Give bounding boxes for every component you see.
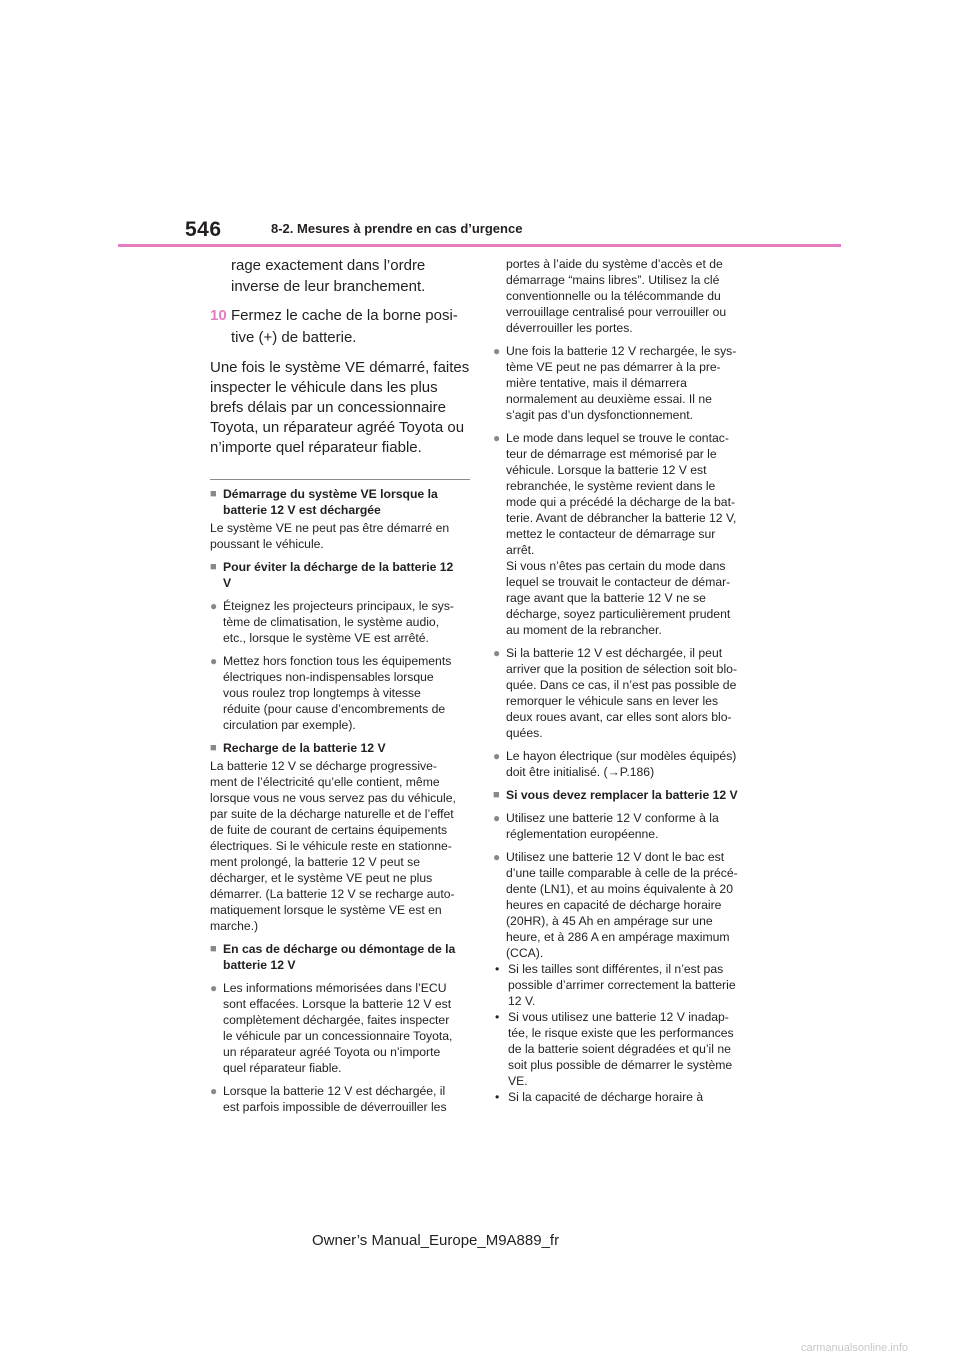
square-bullet-icon: ■ xyxy=(210,742,217,754)
bullet-line: circulation par exemple). xyxy=(223,718,356,732)
right-column xyxy=(493,256,753,1105)
bullet-line: Mettez hors fonction tous les équipements xyxy=(223,654,452,668)
step-10 xyxy=(210,306,470,348)
bullet-line: sont effacées. Lorsque la batterie 12 V est xyxy=(223,997,452,1011)
bullet-line: dente (LN1), et au moins équivalente à 20 xyxy=(506,882,733,896)
page-reference-line[interactable]: doit être initialisé. (→P.186) xyxy=(506,765,655,779)
page-number: 546 xyxy=(185,218,222,241)
bullet-line: tème de climatisation, le système audio, xyxy=(223,615,440,629)
round-bullet-icon: ● xyxy=(493,850,501,864)
bullet-line: lequel se trouvait le contacteur de démar- xyxy=(506,575,731,589)
bullet-line: deux roues avant, car elles sont alors blo- xyxy=(506,710,732,724)
bullet-line: rage avant que la batterie 12 V ne se xyxy=(506,591,706,605)
paragraph-line: de fuite de courant de certains équipements xyxy=(210,823,448,837)
section-divider xyxy=(210,479,470,480)
bullet-line: réduite (pour cause d’encombrements de xyxy=(223,702,446,716)
list-item xyxy=(493,645,753,741)
bullet-line: électriques non-indispensables lorsque xyxy=(223,670,434,684)
intro-line: inspecter le véhicule dans les plus xyxy=(210,379,438,396)
bullet-line: etc., lorsque le système VE est arrêté. xyxy=(223,631,429,645)
bullet-line: mière tentative, mais il démarrera xyxy=(506,376,687,390)
footer-manual-id: Owner’s Manual_Europe_M9A889_fr xyxy=(312,1232,560,1249)
bullet-line: verrouillage centralisé pour verrouiller ou xyxy=(506,305,727,319)
bullet-line: un réparateur agréé Toyota ou n’importe xyxy=(223,1045,441,1059)
sub-list-item xyxy=(493,961,753,1009)
intro-line: Une fois le système VE démarré, faites xyxy=(210,359,470,376)
bullet-line: rebranchée, le système revient dans le xyxy=(506,479,716,493)
paragraph-line: démarrer. (La batterie 12 V se recharge auto- xyxy=(210,887,455,901)
list-item xyxy=(493,748,753,780)
sub-line: possible d’arrimer correctement la batterie xyxy=(508,978,736,992)
heading-recharge xyxy=(210,740,470,756)
heading-discharge-removal xyxy=(210,941,470,973)
heading-line: Démarrage du système VE lorsque la xyxy=(223,487,438,501)
bullet-line: arriver que la position de sélection soit blo- xyxy=(506,662,738,676)
bullet-line: s’agit pas d’un dysfonctionnement. xyxy=(506,408,693,422)
bullet-line: mode qui a précédé la décharge de la bat- xyxy=(506,495,736,509)
heading-line: batterie 12 V est déchargée xyxy=(223,503,381,517)
bullet-line: normalement au deuxième essai. Il ne xyxy=(506,392,712,406)
round-bullet-icon: ● xyxy=(210,981,218,995)
paragraph-line: Le système VE ne peut pas être démarré en xyxy=(210,521,450,535)
bullet-line: vous roulez trop longtemps à vitesse xyxy=(223,686,421,700)
list-item xyxy=(493,343,753,423)
round-bullet-icon: ● xyxy=(493,749,501,763)
bullet-line: terie. Avant de débrancher la batterie 12 V, xyxy=(506,511,737,525)
sub-line: tée, le risque existe que les performances xyxy=(508,1026,734,1040)
bullet-line: Si la batterie 12 V est déchargée, il peut xyxy=(506,646,723,660)
paragraph-line: matiquement lorsque le système VE est en xyxy=(210,903,442,917)
bullet-line: Si vous n’êtes pas certain du mode dans xyxy=(506,559,726,573)
paragraph-line: par suite de la décharge naturelle et de l’effet xyxy=(210,807,454,821)
square-bullet-icon: ■ xyxy=(493,789,500,801)
sub-list-item xyxy=(493,1009,753,1089)
bullet-line: véhicule. Lorsque la batterie 12 V est xyxy=(506,463,707,477)
list-item-continued xyxy=(493,256,753,336)
round-bullet-icon: ● xyxy=(210,599,218,613)
bullet-line: Utilisez une batterie 12 V dont le bac est xyxy=(506,850,725,864)
paragraph-recharge xyxy=(210,758,470,934)
bullet-line: est parfois impossible de déverrouiller les xyxy=(223,1100,447,1114)
section-title: 8-2. Mesures à prendre en cas d’urgence xyxy=(271,221,523,236)
watermark[interactable]: carmanualsonline.info xyxy=(801,1342,909,1354)
bullet-line: démarrage “mains libres”. Utilisez la clé xyxy=(506,273,720,287)
header-rule xyxy=(118,244,841,247)
paragraph-line: électriques. Si le véhicule reste en stationne- xyxy=(210,839,452,853)
list-item xyxy=(493,810,753,842)
paragraph-line: marche.) xyxy=(210,919,259,933)
list-item xyxy=(210,598,470,646)
bullet-line: conventionnelle ou la télécommande du xyxy=(506,289,721,303)
paragraph-line: La batterie 12 V se décharge progressive- xyxy=(210,759,437,773)
bullet-line: tème VE peut ne pas démarrer à la pre- xyxy=(506,360,721,374)
intro-line: brefs délais par un concessionnaire xyxy=(210,399,446,416)
list-item xyxy=(493,430,753,638)
round-bullet-icon: ● xyxy=(210,1084,218,1098)
round-bullet-icon: ● xyxy=(493,811,501,825)
heading-line: V xyxy=(223,576,232,590)
bullet-line: Le mode dans lequel se trouve le contac- xyxy=(506,431,729,445)
step-line: tive (+) de batterie. xyxy=(231,329,357,346)
paragraph-line: lorsque vous ne vous servez pas du véhicule, xyxy=(210,791,456,805)
round-bullet-icon: ● xyxy=(493,646,501,660)
step-continuation-line: inverse de leur branchement. xyxy=(231,278,426,295)
bullet-line: réglementation européenne. xyxy=(506,827,659,841)
heading-line: Recharge de la batterie 12 V xyxy=(223,741,386,755)
small-bullet-icon: • xyxy=(495,962,500,976)
list-item xyxy=(210,1083,470,1115)
paragraph-line: poussant le véhicule. xyxy=(210,537,324,551)
small-bullet-icon: • xyxy=(495,1010,500,1024)
round-bullet-icon: ● xyxy=(493,344,501,358)
sub-line: soit plus possible de démarrer le système xyxy=(508,1058,733,1072)
bullet-line: quées. xyxy=(506,726,543,740)
sub-line: VE. xyxy=(508,1074,528,1088)
bullet-line: le véhicule par un concessionnaire Toyota, xyxy=(223,1029,453,1043)
step-continuation-line: rage exactement dans l’ordre xyxy=(231,257,426,274)
square-bullet-icon: ■ xyxy=(210,488,217,500)
list-item xyxy=(210,653,470,733)
bullet-line: déverrouiller les portes. xyxy=(506,321,633,335)
bullet-line: Une fois la batterie 12 V rechargée, le sys- xyxy=(506,344,737,358)
bullet-line: d’une taille comparable à celle de la précé- xyxy=(506,866,738,880)
bullet-line: teur de démarrage est mémorisé par le xyxy=(506,447,717,461)
paragraph-line: ment de l’électricité qu’elle contient, même xyxy=(210,775,440,789)
heading-replace-battery xyxy=(493,787,753,803)
bullet-line: (20HR), à 45 Ah en ampérage sur une xyxy=(506,914,713,928)
bullet-line: heures en capacité de décharge horaire xyxy=(506,898,722,912)
bullet-line: heure, et à 286 A en ampérage maximum xyxy=(506,930,730,944)
sub-list-item xyxy=(493,1089,753,1105)
round-bullet-icon: ● xyxy=(493,431,501,445)
bullet-line: Le hayon électrique (sur modèles équipés) xyxy=(506,749,737,763)
list-item xyxy=(210,980,470,1076)
bullet-line: quel réparateur fiable. xyxy=(223,1061,342,1075)
bullet-line: Éteignez les projecteurs principaux, le sys- xyxy=(223,599,454,613)
small-bullet-icon: • xyxy=(495,1090,500,1104)
bullet-line: portes à l’aide du système d’accès et de xyxy=(506,257,723,271)
heading-line: En cas de décharge ou démontage de la xyxy=(223,942,456,956)
sub-line: Si les tailles sont différentes, il n’est pas xyxy=(508,962,724,976)
sub-line: Si la capacité de décharge horaire à xyxy=(508,1090,704,1104)
paragraph-line: ment prolongé, la batterie 12 V peut se xyxy=(210,855,421,869)
left-column xyxy=(210,256,470,1115)
paragraph-ev-start xyxy=(210,520,470,552)
square-bullet-icon: ■ xyxy=(210,561,217,573)
heading-line: batterie 12 V xyxy=(223,958,296,972)
bullet-line: mettez le contacteur de démarrage sur xyxy=(506,527,716,541)
step-line: Fermez le cache de la borne posi- xyxy=(231,307,458,324)
bullet-line: (CCA). xyxy=(506,946,544,960)
bullet-line: au moment de la rebrancher. xyxy=(506,623,662,637)
bullet-line: complètement déchargée, faites inspecter xyxy=(223,1013,450,1027)
sub-line: de la batterie soient dégradées et qu’il ne xyxy=(508,1042,731,1056)
sub-line: Si vous utilisez une batterie 12 V inadap- xyxy=(508,1010,729,1024)
bullet-line: Lorsque la batterie 12 V est déchargée, il xyxy=(223,1084,446,1098)
heading-ev-start xyxy=(210,486,470,518)
step-number: 10 xyxy=(210,307,227,324)
heading-line: Pour éviter la décharge de la batterie 12 xyxy=(223,560,454,574)
list-item xyxy=(493,849,753,961)
bullet-line: décharge, soyez particulièrement prudent xyxy=(506,607,731,621)
paragraph-line: décharger, et le système VE peut ne plus xyxy=(210,871,433,885)
bullet-line: Les informations mémorisées dans l’ECU xyxy=(223,981,447,995)
bullet-line: remorquer le véhicule sans en lever les xyxy=(506,694,719,708)
intro-line: Toyota, un réparateur agréé Toyota ou xyxy=(210,419,465,436)
heading-prevent-discharge xyxy=(210,559,470,591)
round-bullet-icon: ● xyxy=(210,654,218,668)
sub-line: 12 V. xyxy=(508,994,536,1008)
intro-line: n’importe quel réparateur fiable. xyxy=(210,439,422,456)
intro-paragraph xyxy=(210,358,470,458)
heading-line: Si vous devez remplacer la batterie 12 V xyxy=(506,788,738,802)
bullet-line: quée. Dans ce cas, il n’est pas possible de xyxy=(506,678,737,692)
square-bullet-icon: ■ xyxy=(210,943,217,955)
bullet-line: Utilisez une batterie 12 V conforme à la xyxy=(506,811,719,825)
bullet-line: arrêt. xyxy=(506,543,535,557)
